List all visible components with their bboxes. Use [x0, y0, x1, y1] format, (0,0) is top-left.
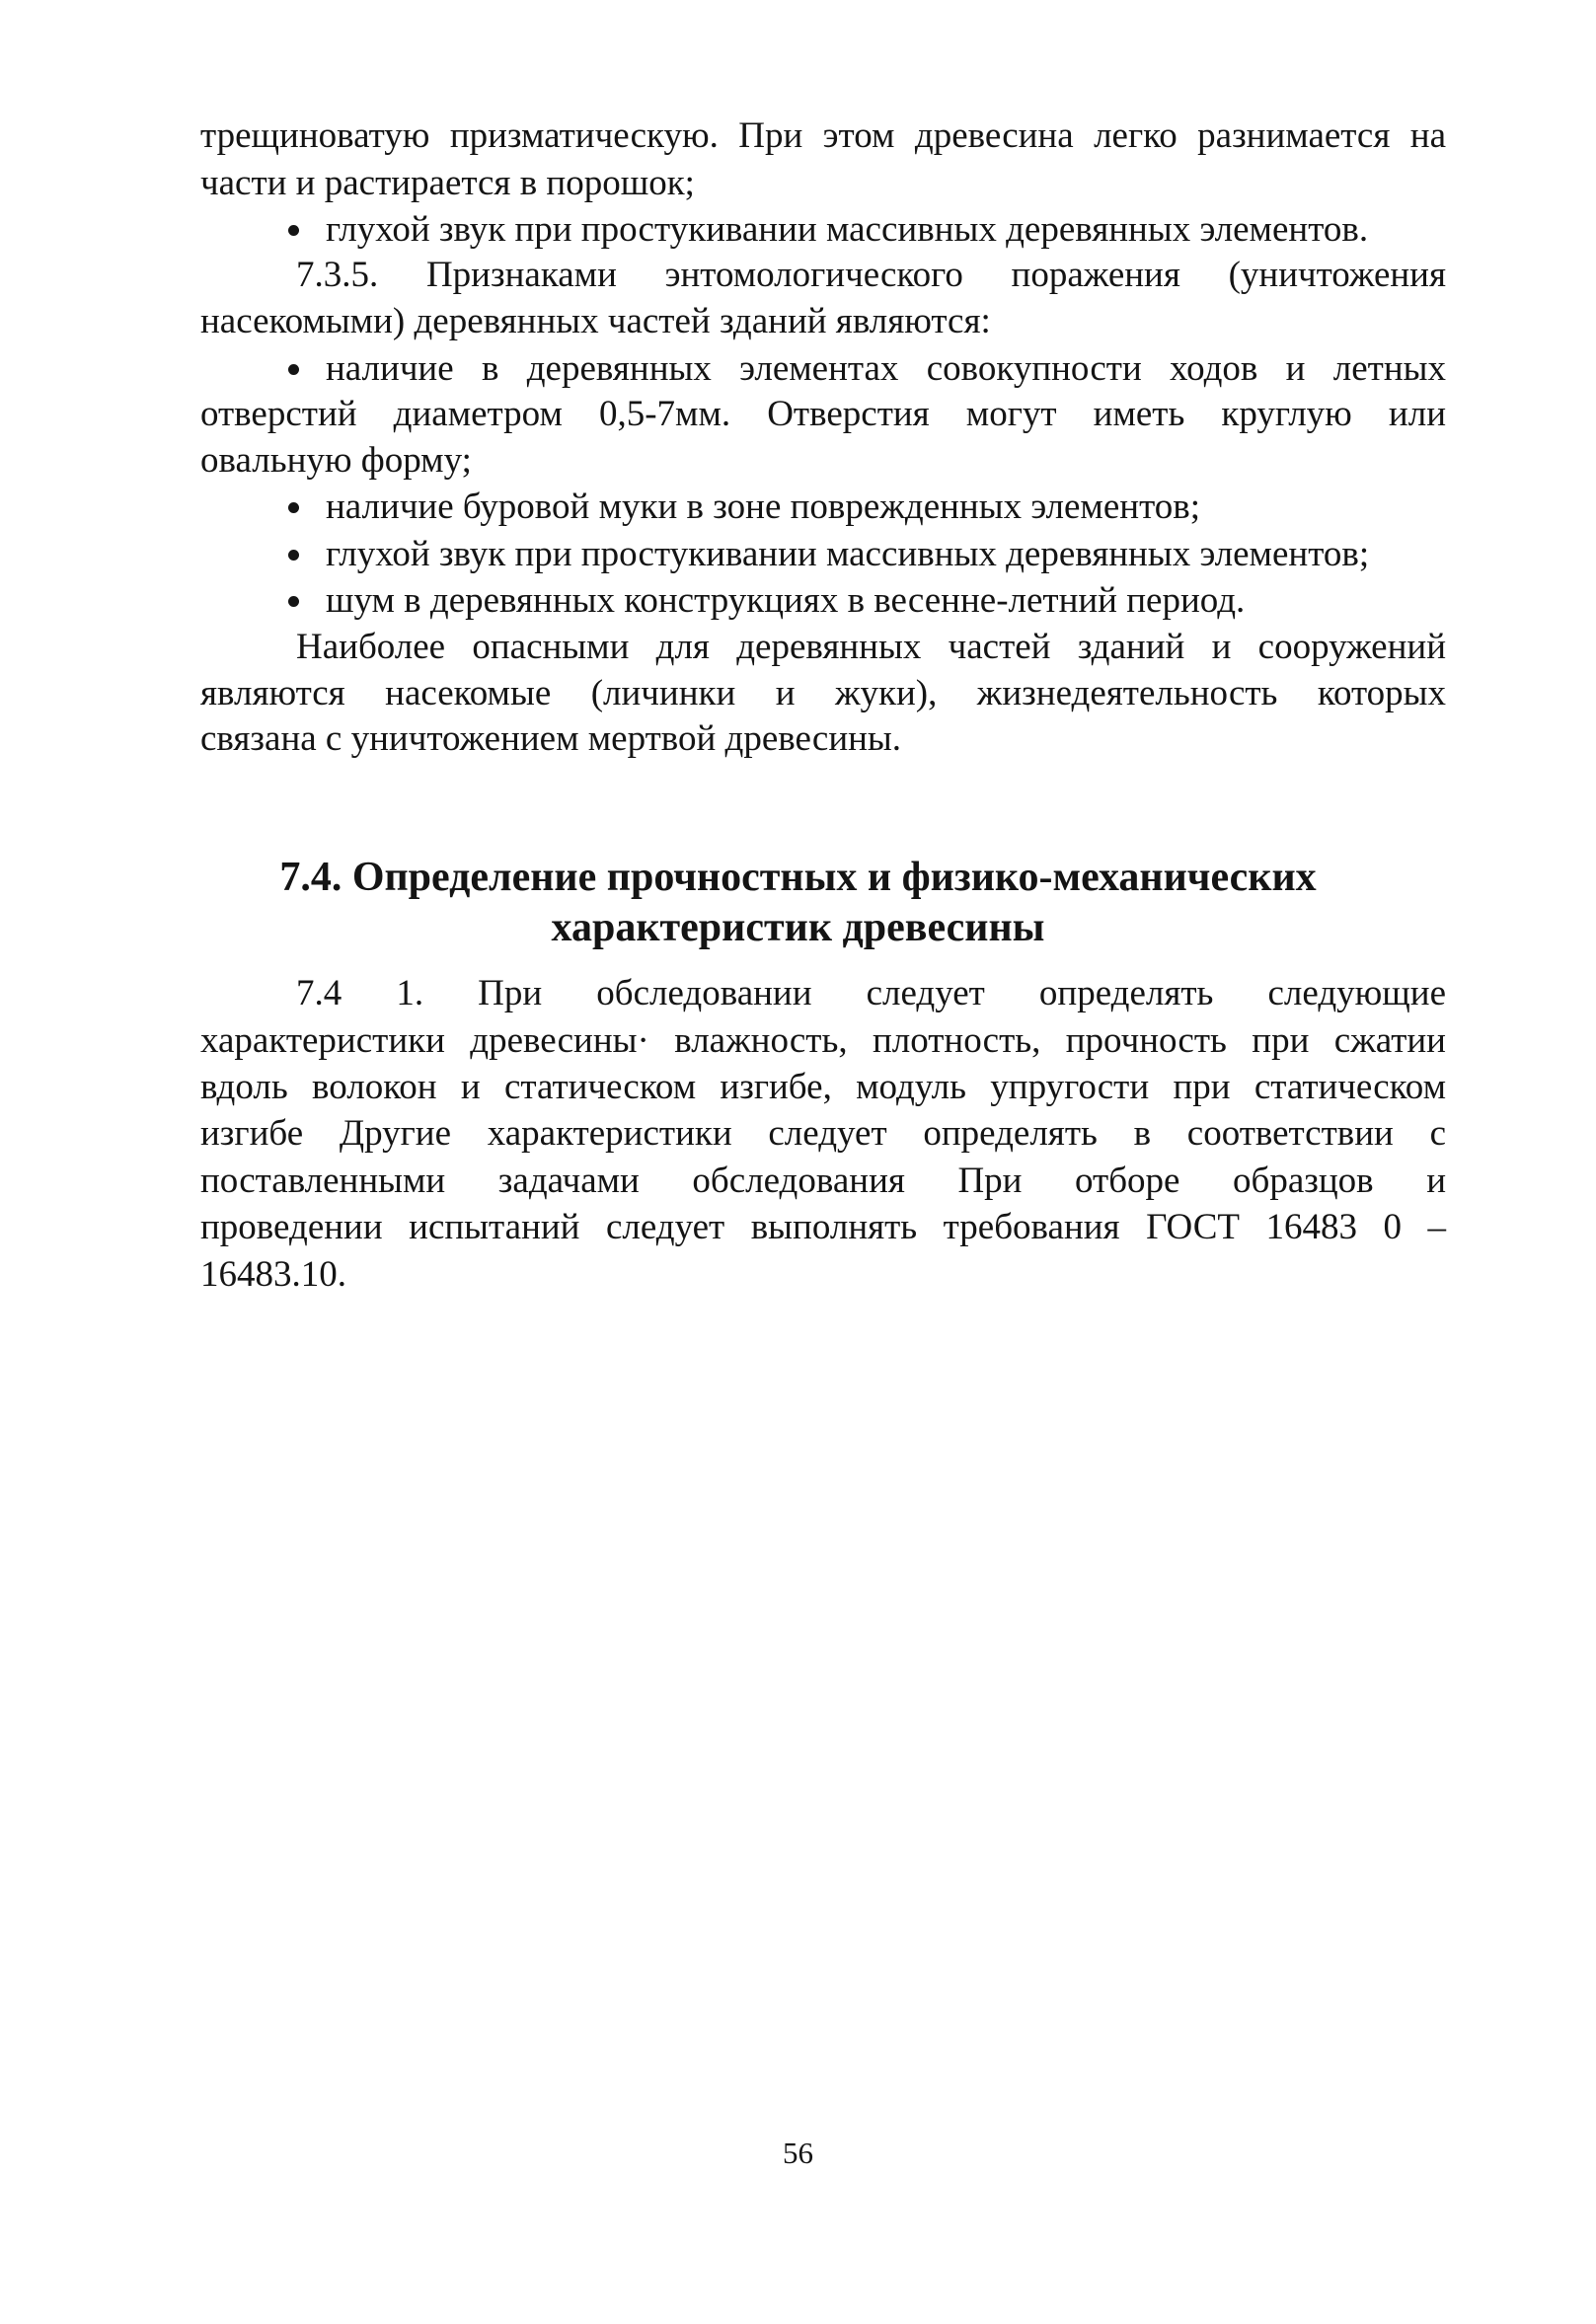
paragraph-line: связана с уничтожением мертвой древесины.	[200, 718, 902, 759]
bullet-item	[288, 208, 1368, 252]
paragraph-line: отверстий диаметром 0,5-7мм. Отверстия могут иметь круглую или	[200, 394, 1446, 434]
paragraph-line: трещиноватую призматическую. При этом древесина легко разнимается на	[200, 115, 1446, 156]
bullet-text: наличие буровой муки в зоне поврежденных элементов;	[326, 487, 1200, 527]
bullet-icon	[288, 502, 299, 513]
paragraph-line: овальную форму;	[200, 440, 472, 481]
bullet-icon	[288, 596, 299, 607]
paragraph-line: вдоль волокон и статическом изгибе, модуль упругости при статическом	[200, 1067, 1446, 1107]
paragraph-line: Наиболее опасными для деревянных частей зданий и сооружений	[296, 627, 1446, 667]
bullet-item	[288, 579, 1245, 623]
bullet-item	[288, 347, 1446, 391]
paragraph-line: характеристики древесины· влажность, плотность, прочность при сжатии	[200, 1020, 1446, 1061]
bullet-icon	[288, 364, 299, 375]
page-number: 56	[783, 2136, 813, 2170]
bullet-text: глухой звук при простукивании массивных деревянных элементов;	[326, 534, 1370, 574]
paragraph-line: изгибе Другие характеристики следует определять в соответствии с	[200, 1113, 1446, 1154]
paragraph-line: части и растирается в порошок;	[200, 163, 695, 203]
bullet-text: глухой звук при простукивании массивных деревянных элементов.	[326, 209, 1369, 250]
paragraph-line: 16483.10.	[200, 1254, 346, 1295]
paragraph-line: 7.4 1. При обследовании следует определять следующие	[296, 973, 1446, 1013]
paragraph-line: являются насекомые (личинки и жуки), жизнедеятельность которых	[200, 673, 1446, 713]
section-heading: 7.4. Определение прочностных и физико-механических	[279, 855, 1317, 900]
paragraph-line: проведении испытаний следует выполнять требования ГОСТ 16483 0 –	[200, 1207, 1446, 1247]
paragraph-line: поставленными задачами обследования При отборе образцов и	[200, 1161, 1446, 1201]
bullet-item	[288, 486, 1200, 529]
paragraph-line: насекомыми) деревянных частей зданий являются:	[200, 301, 991, 341]
bullet-text: наличие в деревянных элементах совокупности ходов и летных	[326, 348, 1446, 389]
bullet-item	[288, 533, 1369, 576]
paragraph-line: 7.3.5. Признаками энтомологического поражения (уничтожения	[296, 255, 1446, 295]
section-heading: характеристик древесины	[551, 905, 1045, 950]
bullet-icon	[288, 225, 299, 236]
bullet-icon	[288, 550, 299, 561]
bullet-text: шум в деревянных конструкциях в весенне-летний период.	[326, 580, 1246, 621]
